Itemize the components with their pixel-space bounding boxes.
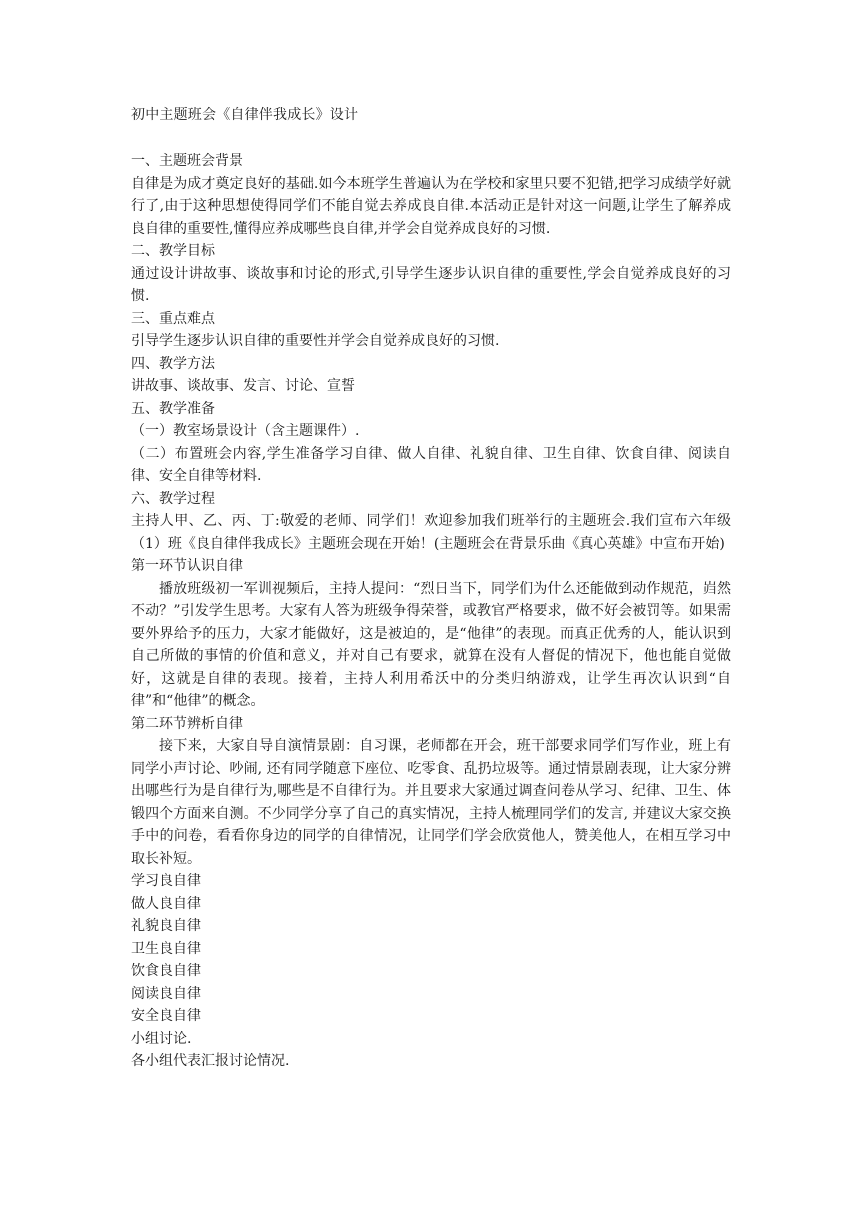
section-heading-goals: 二、教学目标 (131, 243, 215, 259)
section-heading-preparation: 五、教学准备 (131, 400, 215, 417)
section-heading-methods: 四、教学方法 (131, 355, 215, 372)
list-item: 做人良自律 (131, 895, 201, 912)
section-heading-process: 六、教学过程 (131, 490, 215, 507)
section-body-key-points: 引导学生逐步认识自律的重要性并学会自觉养成良好的习惯. (131, 333, 500, 349)
part2-body: 接下来，大家自导自演情景剧：自习课，老师都在开会，班干部要求同学们写作业，班上有同学小声讨论、吵闹, 还有同学随意下座位、吃零食、乱扔垃圾等。通过情景剧表现，让大家分辨出哪些行为是自律行为,哪些是不自律行为。并且要求大家通过调查问卷从学习、纪律、卫生、体锻四个方面来自测。不少同学分享了自己的真实情况，主持人梳理同学们的发言, 并建议大家交换手中的问卷，看看你身边的同学的自律情况，让同学们学会欣赏他人，赞美他人，在相互学习中取长补短。 (131, 738, 731, 867)
part1-body: 播放班级初一军训视频后，主持人提问：“烈日当下，同学们为什么还能做到动作规范，岿然不动？”引发学生思考。大家有人答为班级争得荣誉，或教官严格要求，做不好会被罚等。如果需要外界给予的压力，大家才能做好，这是被迫的，是“他律”的表现。而真正优秀的人，能认识到自己所做的事情的价值和意义，并对自己有要求，就算在没有人督促的情况下，他也能自觉做好，这就是自律的表现。接着，主持人利用希沃中的分类归纳游戏，让学生再次认识到“自律”和“他律”的概念。 (131, 580, 731, 709)
section-body-methods: 讲故事、谈故事、发言、讨论、宣誓 (131, 378, 355, 394)
list-item: 阅读良自律 (131, 985, 201, 1002)
part1-heading: 第一环节认识自律 (131, 558, 243, 574)
list-item: 礼貌良自律 (131, 918, 201, 934)
preparation-item-1: （一）教室场景设计（含主题课件）. (131, 423, 360, 439)
process-intro: 主持人甲、乙、丙、丁:敬爱的老师、同学们！欢迎参加我们班举行的主题班会.我们宣布六年级（1）班《良自律伴我成长》主题班会现在开始！(主题班会在背景乐曲《真心英雄》中宣布开始) (131, 513, 731, 552)
closing-discussion: 小组讨论. (131, 1030, 192, 1047)
document-title: 初中主题班会《自律伴我成长》设计 (131, 107, 359, 123)
section-heading-key-points: 三、重点难点 (131, 310, 215, 327)
document-page (131, 104, 731, 1073)
list-item: 卫生良自律 (131, 940, 201, 957)
closing-report: 各小组代表汇报讨论情况. (131, 1053, 290, 1069)
preparation-item-2: （二）布置班会内容,学生准备学习自律、做人自律、礼貌自律、卫生自律、饮食自律、阅读自律、安全自律等材料. (131, 445, 731, 484)
section-body-background: 自律是为成才奠定良好的基础.如今本班学生普遍认为在学校和家里只要不犯错,把学习成绩学好就行了,由于这种思想使得同学们不能自觉去养成良自律.本活动正是针对这一问题,让学生了解养成良自律的重要性,懂得应养成哪些良自律,并学会自觉养成良好的习惯. (131, 175, 731, 237)
self-discipline-list (131, 870, 731, 1028)
list-item: 安全良自律 (131, 1008, 201, 1024)
list-item: 学习良自律 (131, 873, 201, 889)
list-item: 饮食良自律 (131, 963, 201, 979)
section-heading-background: 一、主题班会背景 (131, 153, 243, 169)
section-body-goals: 通过设计讲故事、谈故事和讨论的形式,引导学生逐步认识自律的重要性,学会自觉养成良好的习惯. (131, 265, 731, 304)
part2-heading: 第二环节辨析自律 (131, 715, 243, 732)
